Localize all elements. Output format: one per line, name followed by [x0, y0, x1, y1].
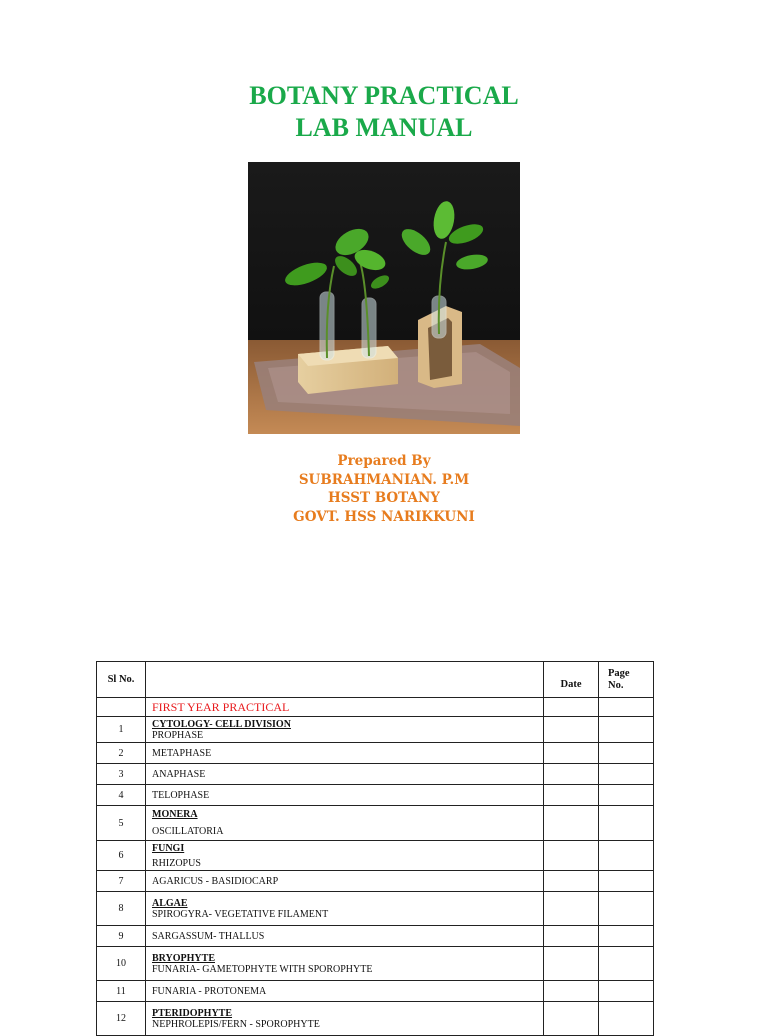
row-sl: 5: [97, 806, 146, 841]
table-row: [97, 806, 654, 841]
row-text: OSCILLATORIA: [152, 826, 224, 837]
row-text: FUNARIA- GAMETOPHYTE WITH SPOROPHYTE: [152, 963, 373, 975]
row-sl: 4: [97, 785, 146, 806]
table-row: [97, 785, 654, 806]
row-heading: ALGAE: [152, 897, 188, 909]
table-row: [97, 841, 654, 871]
row-sl: 3: [97, 764, 146, 785]
table-row: [97, 764, 654, 785]
row-heading: CYTOLOGY- CELL DIVISION: [152, 718, 291, 730]
table-row: [97, 947, 654, 981]
row-text: FUNARIA - PROTONEMA: [146, 981, 544, 1002]
document-title: [0, 80, 768, 144]
row-sl: 7: [97, 871, 146, 892]
row-text: RHIZOPUS: [152, 857, 201, 869]
col-date-header: Date: [544, 662, 599, 698]
plant-test-tubes-photo: [248, 162, 520, 434]
author-designation: HSST BOTANY: [328, 490, 440, 506]
row-heading: PTERIDOPHYTE: [152, 1007, 233, 1019]
row-text: NEPHROLEPIS/FERN - SPOROPHYTE: [152, 1018, 320, 1030]
row-sl: 8: [97, 892, 146, 926]
contents-table: [96, 661, 654, 1036]
row-text: METAPHASE: [146, 743, 544, 764]
prepared-by-label: Prepared By: [337, 453, 431, 469]
section-row: [97, 698, 654, 717]
table-row: [97, 871, 654, 892]
table-row: [97, 981, 654, 1002]
col-page-header: Page No.: [599, 662, 654, 698]
row-text: TELOPHASE: [146, 785, 544, 806]
table-row: [97, 743, 654, 764]
row-sl: 6: [97, 841, 146, 871]
section-title: FIRST YEAR PRACTICAL: [146, 698, 544, 717]
row-text: SARGASSUM- THALLUS: [146, 926, 544, 947]
table-row: [97, 926, 654, 947]
col-title-header: [146, 662, 544, 698]
row-text: SPIROGYRA- VEGETATIVE FILAMENT: [152, 908, 329, 920]
col-sl-header: Sl No.: [97, 662, 146, 698]
table-row: [97, 717, 654, 743]
title-line-1: BOTANY PRACTICAL: [249, 81, 519, 110]
row-text: AGARICUS - BASIDIOCARP: [146, 871, 544, 892]
row-sl: 9: [97, 926, 146, 947]
title-line-2: LAB MANUAL: [295, 113, 473, 142]
row-sl: 11: [97, 981, 146, 1002]
row-sl: 12: [97, 1002, 146, 1036]
row-sl: 10: [97, 947, 146, 981]
author-name: SUBRAHMANIAN. P.M: [298, 471, 470, 488]
row-text: ANAPHASE: [146, 764, 544, 785]
row-heading: FUNGI: [152, 842, 185, 854]
table-header-row: [97, 662, 654, 698]
row-heading: MONERA: [152, 809, 198, 820]
table-row: [97, 892, 654, 926]
row-heading: BRYOPHYTE: [152, 952, 215, 964]
row-text: PROPHASE: [152, 729, 204, 741]
row-sl: 1: [97, 717, 146, 743]
author-school: GOVT. HSS NARIKKUNI: [293, 508, 475, 525]
table-row: [97, 1002, 654, 1036]
author-block: [0, 452, 768, 526]
row-sl: 2: [97, 743, 146, 764]
